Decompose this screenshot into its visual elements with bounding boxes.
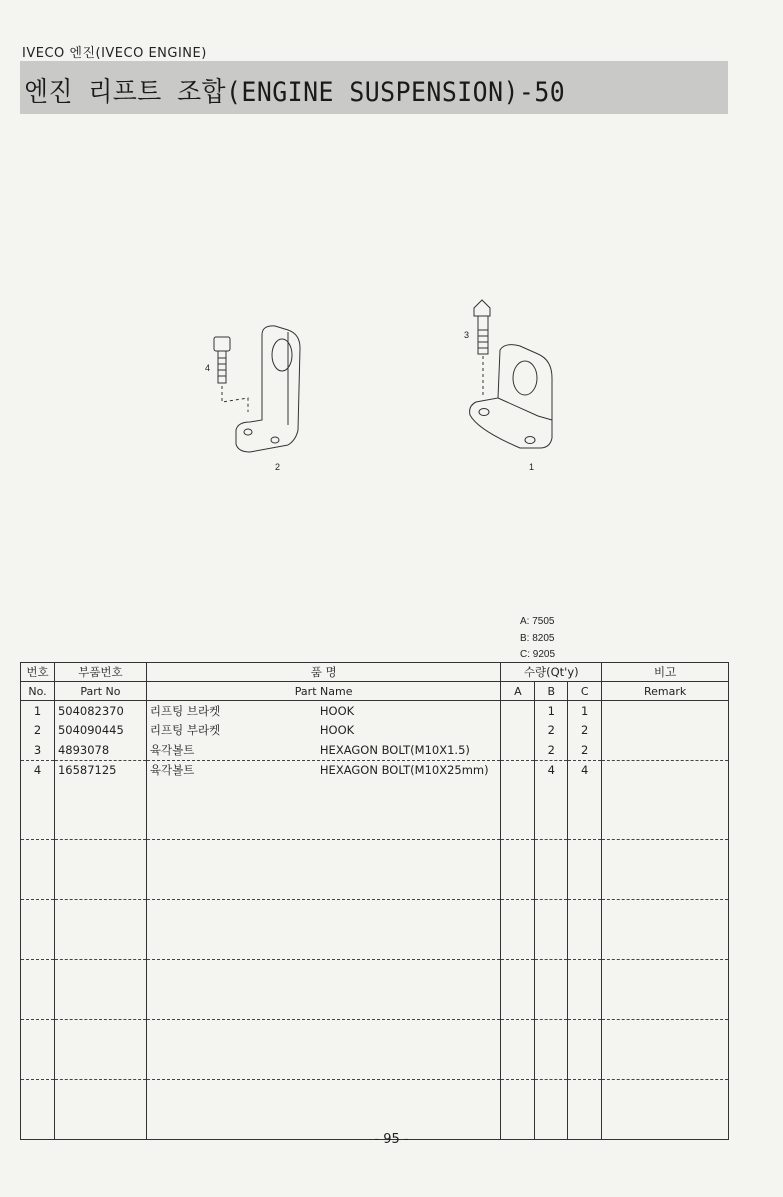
row-part-no: 16587125	[54, 760, 146, 780]
table-row	[21, 701, 729, 721]
model-a: A: 7505	[520, 616, 555, 627]
row-qty-b: 2	[535, 740, 568, 760]
row-part-name	[146, 701, 500, 721]
row-no: 4	[21, 760, 55, 780]
table-row	[21, 740, 729, 760]
row-qty-a	[501, 760, 535, 780]
header-name-en: Part Name	[146, 682, 500, 701]
page-title: 엔진 리프트 조합(ENGINE SUSPENSION)-50	[24, 77, 566, 108]
header-no-en: No.	[21, 682, 55, 701]
row-qty-c: 2	[568, 740, 602, 760]
row-qty-c: 4	[568, 760, 602, 780]
row-qty-b: 2	[535, 721, 568, 741]
page-number: - 95 -	[374, 1132, 409, 1147]
header-part-no-ko: 부품번호	[54, 663, 146, 682]
breadcrumb: IVECO 엔진(IVECO ENGINE)	[22, 46, 207, 61]
table-row-empty	[21, 780, 729, 840]
model-c: C: 9205	[520, 649, 556, 660]
header-part-no-en: Part No	[54, 682, 146, 701]
row-qty-c: 2	[568, 721, 602, 741]
header-name-ko: 품 명	[146, 663, 500, 682]
row-qty-a	[501, 721, 535, 741]
hook-bracket-1	[470, 345, 552, 448]
row-name-ko: 육각볼트	[149, 742, 195, 757]
row-name-en: HOOK	[319, 703, 355, 718]
row-part-no: 504082370	[54, 701, 146, 721]
row-name-ko: 육각볼트	[149, 763, 195, 778]
header-qty-a: A	[501, 682, 535, 701]
row-part-name	[146, 760, 500, 780]
callout-2: 2	[275, 462, 281, 472]
row-part-no: 4893078	[54, 740, 146, 760]
table-row-empty	[21, 960, 729, 1020]
row-qty-b: 4	[535, 760, 568, 780]
row-qty-b: 1	[535, 701, 568, 721]
row-remark	[602, 721, 729, 741]
table-row	[21, 760, 729, 780]
callout-4: 4	[205, 363, 211, 373]
row-remark	[602, 740, 729, 760]
model-b: B: 8205	[520, 632, 555, 644]
table-row-empty	[21, 900, 729, 960]
table-row	[21, 721, 729, 741]
row-no: 1	[21, 701, 55, 721]
row-part-no: 504090445	[54, 721, 146, 741]
row-part-name	[146, 721, 500, 741]
row-name-ko: 리프팅 브라켓	[149, 703, 221, 718]
row-qty-c: 1	[568, 701, 602, 721]
row-remark	[602, 760, 729, 780]
header-remark-en: Remark	[602, 682, 729, 701]
row-qty-a	[501, 740, 535, 760]
row-name-ko: 리프팅 부라켓	[149, 723, 221, 738]
row-remark	[602, 701, 729, 721]
header-remark-ko: 비고	[602, 663, 729, 682]
parts-table	[20, 662, 729, 1140]
table-row-empty	[21, 1020, 729, 1080]
table-row-empty	[21, 1080, 729, 1140]
header-qty-c: C	[568, 682, 602, 701]
hook-bracket-2	[236, 326, 300, 452]
table-row-empty	[21, 840, 729, 900]
header-qty-ko: 수량(Qt'y)	[501, 663, 602, 682]
row-no: 3	[21, 740, 55, 760]
row-name-en: HEXAGON BOLT(M10X1.5)	[319, 742, 470, 757]
header-no-ko: 번호	[21, 663, 55, 682]
model-codes	[520, 614, 555, 664]
row-name-en: HOOK	[319, 723, 355, 738]
header-qty-b: B	[535, 682, 568, 701]
row-qty-a	[501, 701, 535, 721]
callout-1: 1	[529, 462, 535, 472]
row-name-en: HEXAGON BOLT(M10X25mm)	[319, 763, 489, 778]
callout-3: 3	[464, 330, 470, 340]
parts-illustration	[0, 280, 783, 500]
row-no: 2	[21, 721, 55, 741]
row-part-name	[146, 740, 500, 760]
